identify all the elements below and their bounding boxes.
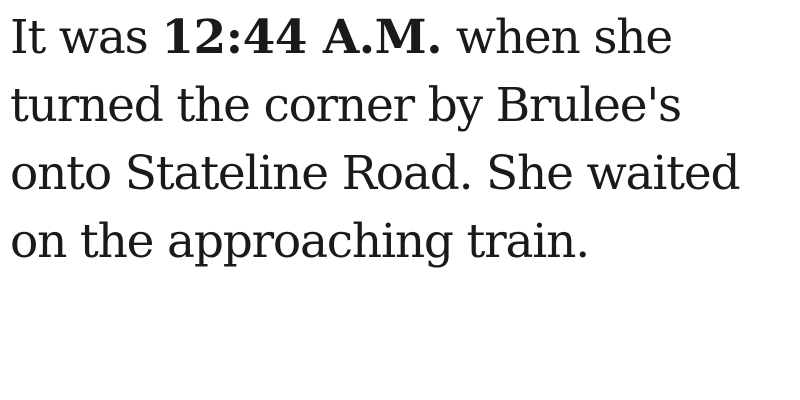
paragraph-lead: It was <box>10 10 162 65</box>
time-emphasis: 12:44 A.M. <box>161 10 443 65</box>
story-paragraph <box>10 4 790 276</box>
paragraph-tail: when she turned the corner by Brulee's onto Stateline Road. She waited on the approaching train. <box>10 10 740 269</box>
